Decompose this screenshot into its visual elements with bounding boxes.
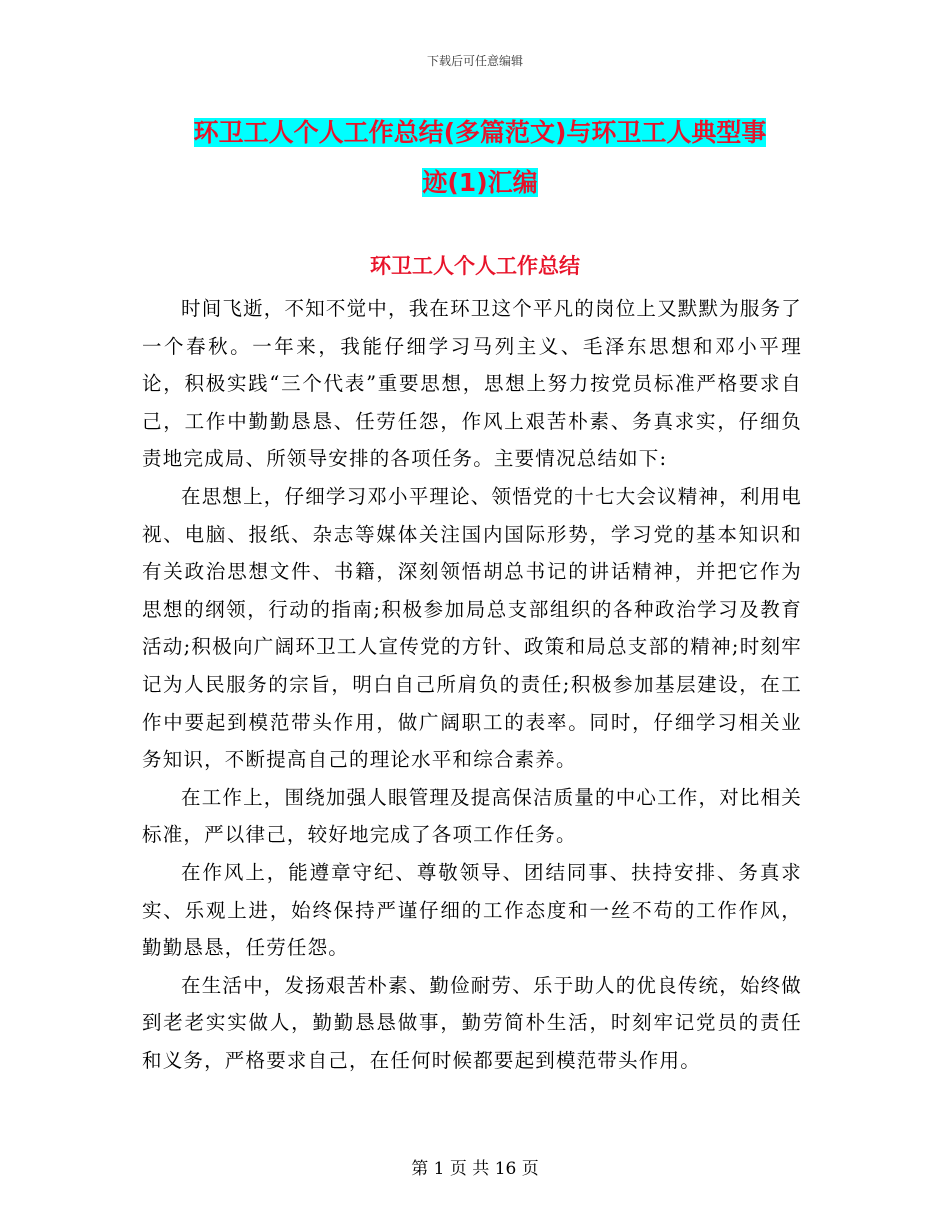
document-title: [140, 108, 820, 208]
paragraph: 在工作上，围绕加强人眼管理及提高保洁质量的中心工作，对比相关标准，严以律己，较好地完成了各项工作任务。: [142, 785, 803, 847]
paragraph: 时间飞逝，不知不觉中，我在环卫这个平凡的岗位上又默默为服务了一个春秋。一年来，我能仔细学习马列主义、毛泽东思想和邓小平理论，积极实践“三个代表”重要思想，思想上努力按党员标准严格要求自己，工作中勤勤恳恳、任劳任怨，作风上艰苦朴素、务真求实，仔细负责地完成局、所领导安排的各项任务。主要情况总结如下:: [142, 297, 803, 471]
page-number: 第 1 页 共 16 页: [411, 1159, 539, 1179]
paragraph: 在思想上，仔细学习邓小平理论、领悟党的十七大会议精神，利用电视、电脑、报纸、杂志等媒体关注国内国际形势，学习党的基本知识和有关政治思想文件、书籍，深刻领悟胡总书记的讲话精神，并把它作为思想的纲领，行动的指南;积极参加局总支部组织的各种政治学习及教育活动;积极向广阔环卫工人宣传党的方针、政策和局总支部的精神;时刻牢记为人民服务的宗旨，明白自己所肩负的责任;积极参加基层建设，在工作中要起到模范带头作用，做广阔职工的表率。同时，仔细学习相关业务知识，不断提高自己的理论水平和综合素养。: [142, 484, 803, 772]
paragraph: 在生活中，发扬艰苦朴素、勤俭耐劳、乐于助人的优良传统，始终做到老老实实做人，勤勤恳恳做事，勤劳简朴生活，时刻牢记党员的责任和义务，严格要求自己，在任何时候都要起到模范带头作用。: [142, 973, 803, 1072]
section-title: 环卫工人个人工作总结: [370, 254, 580, 278]
body-text: [142, 290, 802, 1079]
title-line-2: 迹(1)汇编: [422, 168, 538, 197]
title-line-1: 环卫工人个人工作总结(多篇范文)与环卫工人典型事: [193, 118, 767, 147]
paragraph: 在作风上，能遵章守纪、尊敬领导、团结同事、扶持安排、务真求实、乐观上进，始终保持严谨仔细的工作态度和一丝不苟的工作作风，勤勤恳恳，任劳任怨。: [142, 860, 802, 960]
header-note: 下载后可任意编辑: [426, 54, 523, 68]
